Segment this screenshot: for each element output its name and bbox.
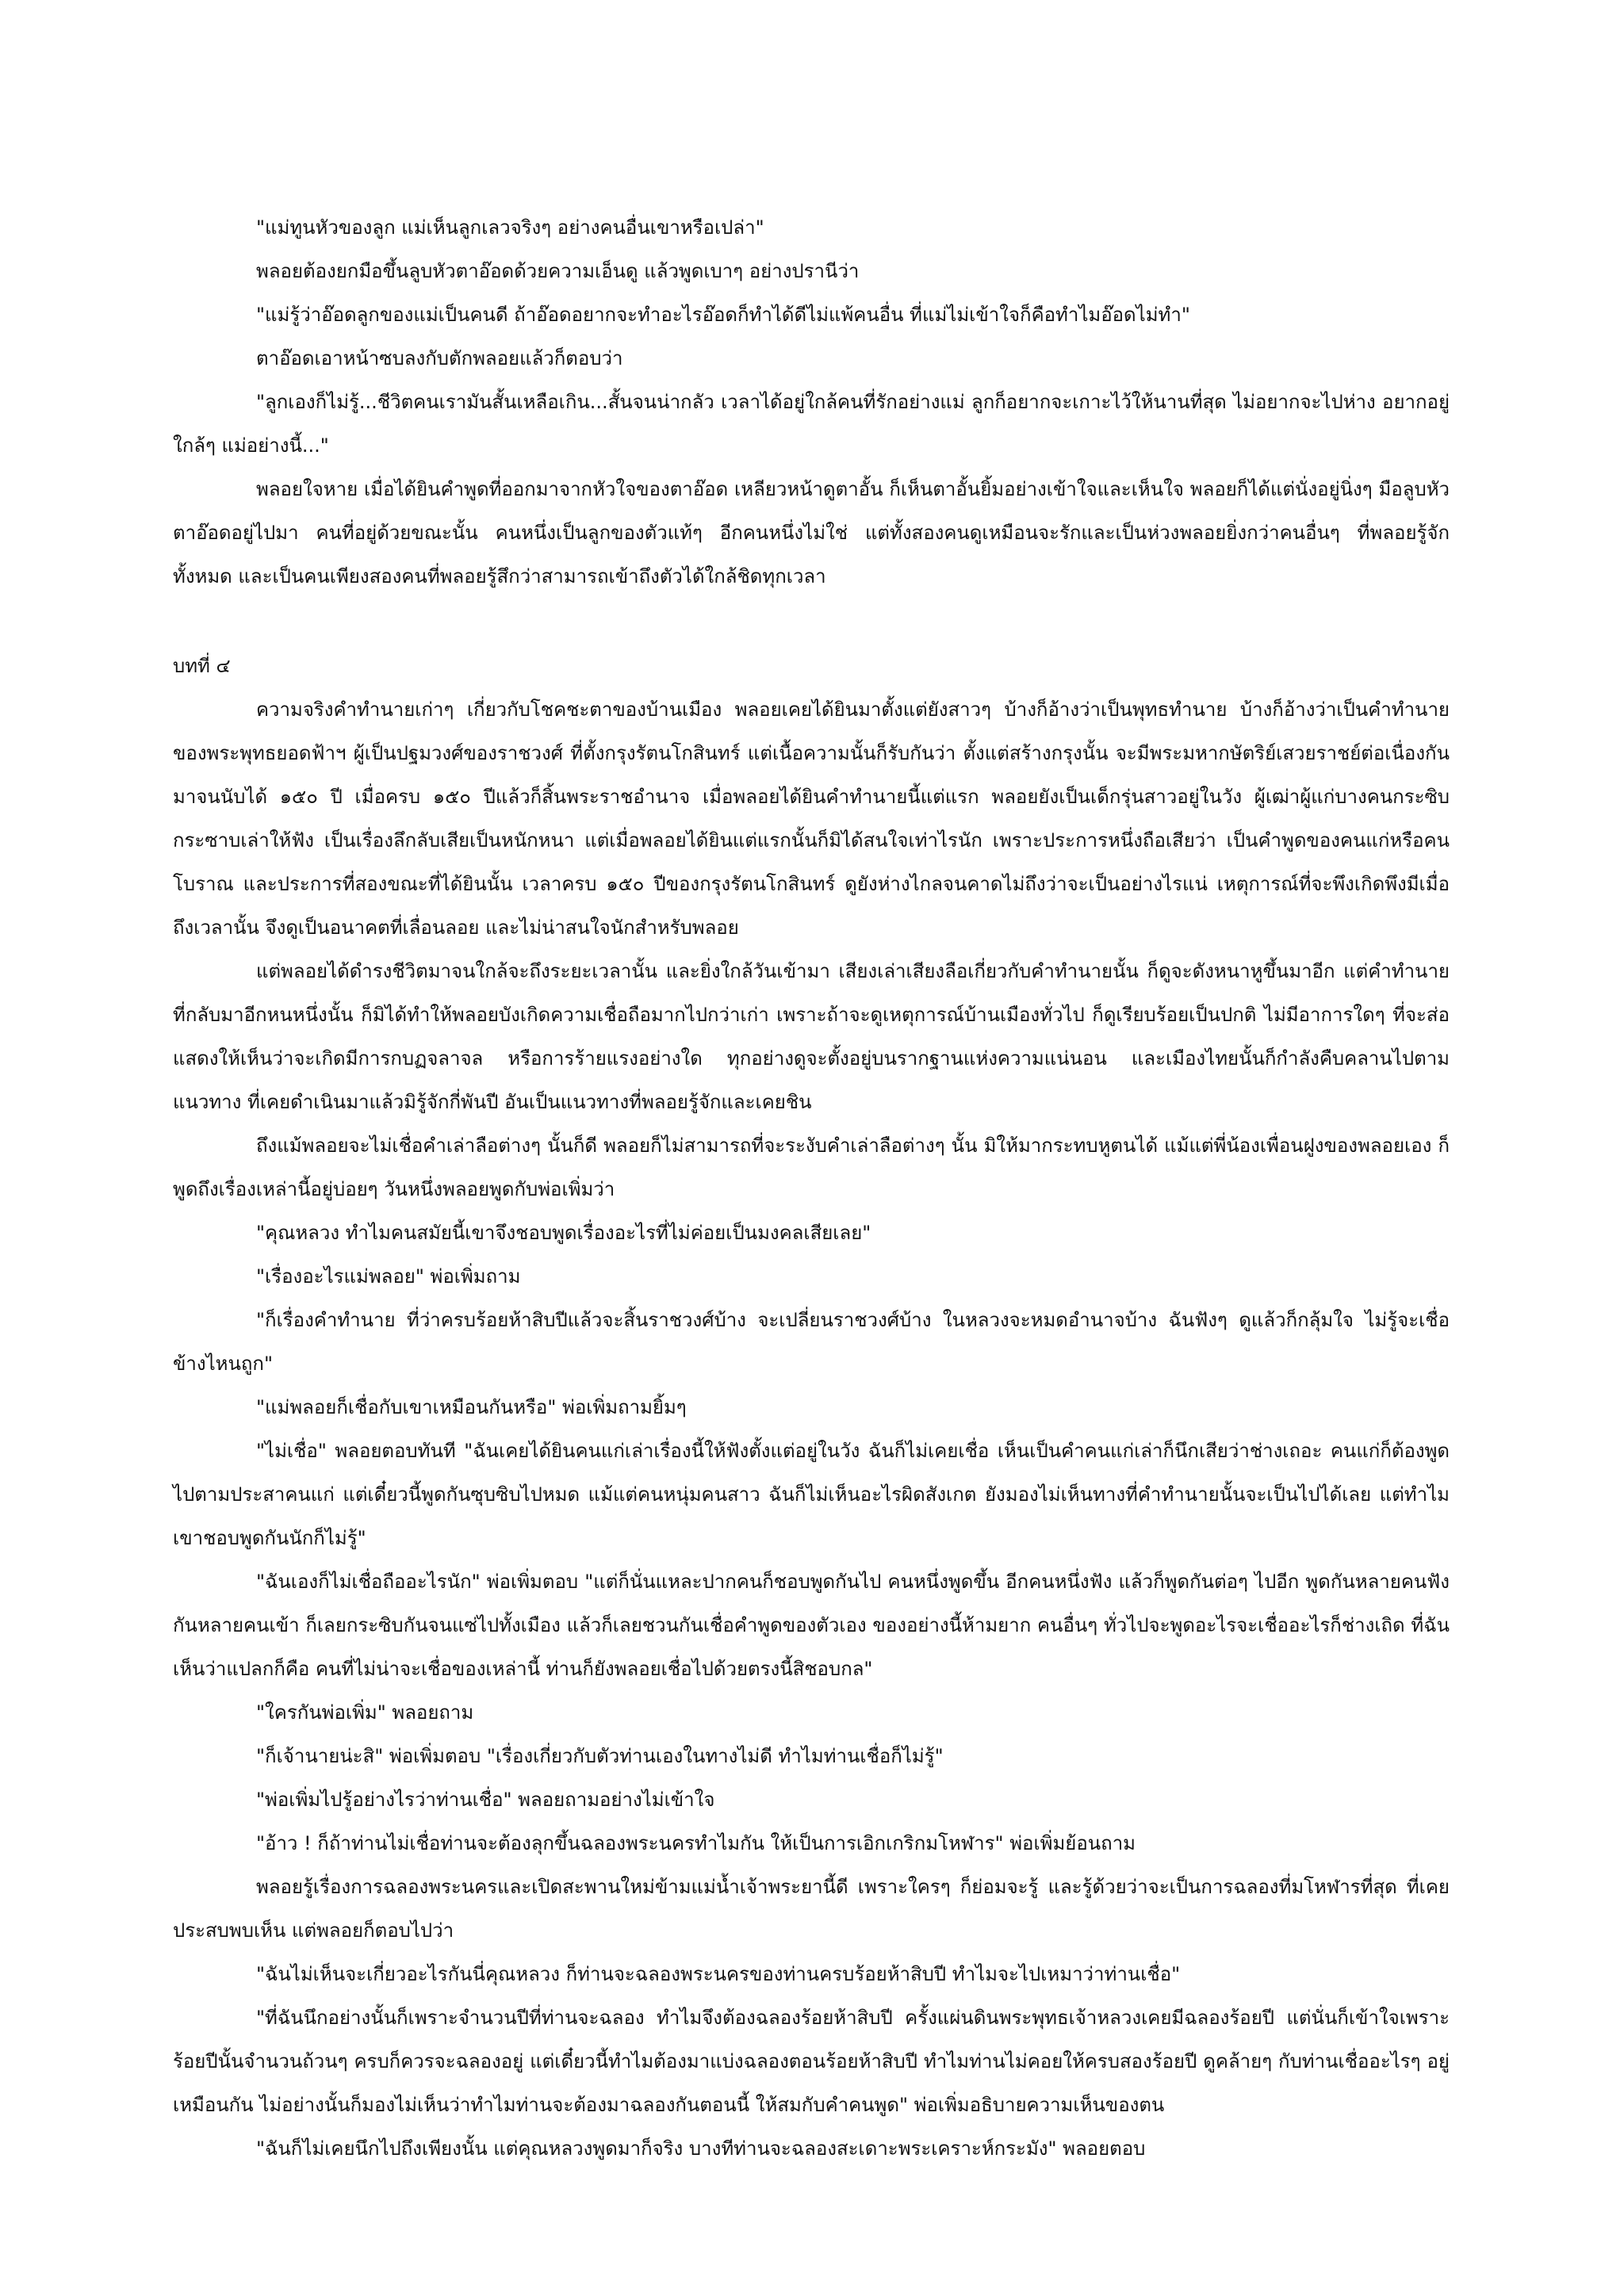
paragraph: พลอยต้องยกมือขึ้นลูบหัวตาอ๊อดด้วยความเอ็นดู แล้วพูดเบาๆ อย่างปรานีว่า bbox=[256, 260, 860, 282]
paragraph: ความจริงคำทำนายเก่าๆ เกี่ยวกับโชคชะตาของบ้านเมือง พลอยเคยได้ยินมาตั้งแต่ยังสาวๆ บ้างก็อ้างว่าเป็นพุทธทำนาย บ้างก็อ้างว่าเป็นคำทำนายของพระพุทธยอดฟ้าฯ ผู้เป็นปฐมวงศ์ของราชวงศ์ ที่ตั้งกรุงรัตนโกสินทร์ แต่เนื้อความนั้นก็รับกันว่า ตั้งแต่สร้างกรุงนั้น จะมีพระมหากษัตริย์เสวยราชย์ต่อเนื่องกันมาจนนับได้ ๑๕๐ ปี เมื่อครบ ๑๕๐ ปีแล้วก็สิ้นพระราชอำนาจ เมื่อพลอยได้ยินคำทำนายนี้แต่แรก พลอยยังเป็นเด็กรุ่นสาวอยู่ในวัง ผู้เฒ่าผู้แก่บางคนกระซิบกระซาบเล่าให้ฟัง เป็นเรื่องลึกลับเสียเป็นหนักหนา แต่เมื่อพลอยได้ยินแต่แรกนั้นก็มิได้สนใจเท่าไรนัก เพราะประการหนึ่งถือเสียว่า เป็นคำพูดของคนแก่หรือคนโบราณ และประการที่สองขณะที่ได้ยินนั้น เวลาครบ ๑๕๐ ปีของกรุงรัตนโกสินทร์ ดูยังห่างไกลจนคาดไม่ถึงว่าจะเป็นอย่างไรแน่ เหตุการณ์ที่จะพึงเกิดพึงมีเมื่อถึงเวลานั้น จึงดูเป็นอนาคตที่เลื่อนลอย และไม่น่าสนใจนักสำหรับพลอย bbox=[173, 698, 1450, 939]
paragraph: "ไม่เชื่อ" พลอยตอบทันที "ฉันเคยได้ยินคนแก่เล่าเรื่องนี้ให้ฟังตั้งแต่อยู่ในวัง ฉันก็ไม่เคยเชื่อ เห็นเป็นคำคนแก่เล่าก็นึกเสียว่าช่างเถอะ คนแก่ก็ต้องพูดไปตามประสาคนแก่ แต่เดี๋ยวนี้พูดกันซุบซิบไปหมด แม้แต่คนหนุ่มคนสาว ฉันก็ไม่เห็นอะไรผิดสังเกต ยังมองไม่เห็นทางที่คำทำนายนั้นจะเป็นไปได้เลย แต่ทำไมเขาชอบพูดกันนักก็ไม่รู้" bbox=[173, 1440, 1450, 1549]
paragraph: "ฉันก็ไม่เคยนึกไปถึงเพียงนั้น แต่คุณหลวงพูดมาก็จริง บางทีท่านจะฉลองสะเดาะพระเคราะห์กระมัง" พลอยตอบ bbox=[256, 2137, 1146, 2160]
paragraph: "เรื่องอะไรแม่พลอย" พ่อเพิ่มถาม bbox=[256, 1265, 521, 1288]
paragraph: พลอยใจหาย เมื่อได้ยินคำพูดที่ออกมาจากหัวใจของตาอ๊อด เหลียวหน้าดูตาอั้น ก็เห็นตาอั้นยิ้มอย่างเข้าใจและเห็นใจ พลอยก็ได้แต่นั่งอยู่นิ่งๆ มือลูบหัวตาอ๊อดอยู่ไปมา คนที่อยู่ด้วยขณะนั้น คนหนึ่งเป็นลูกของตัวแท้ๆ อีกคนหนึ่งไม่ใช่ แต่ทั้งสองคนดูเหมือนจะรักและเป็นห่วงพลอยยิ่งกว่าคนอื่นๆ ที่พลอยรู้จักทั้งหมด และเป็นคนเพียงสองคนที่พลอยรู้สึกว่าสามารถเข้าถึงตัวได้ใกล้ชิดทุกเวลา bbox=[173, 478, 1450, 587]
paragraph: "แม่ทูนหัวของลูก แม่เห็นลูกเลวจริงๆ อย่างคนอื่นเขาหรือเปล่า" bbox=[256, 216, 764, 239]
paragraph: "แม่รู้ว่าอ๊อดลูกของแม่เป็นคนดี ถ้าอ๊อดอยากจะทำอะไรอ๊อดก็ทำได้ดีไม่แพ้คนอื่น ที่แม่ไม่เข้าใจก็คือทำไมอ๊อดไม่ทำ" bbox=[256, 304, 1190, 326]
paragraph: "คุณหลวง ทำไมคนสมัยนี้เขาจึงชอบพูดเรื่องอะไรที่ไม่ค่อยเป็นมงคลเสียเลย" bbox=[256, 1222, 871, 1244]
chapter-heading: บทที่ ๔ bbox=[173, 655, 231, 677]
paragraph: "พ่อเพิ่มไปรู้อย่างไรว่าท่านเชื่อ" พลอยถามอย่างไม่เข้าใจ bbox=[256, 1789, 715, 1811]
section-gap bbox=[173, 599, 1450, 645]
paragraph: "ก็เจ้านายน่ะสิ" พ่อเพิ่มตอบ "เรื่องเกี่ยวกับตัวท่านเองในทางไม่ดี ทำไมท่านเชื่อก็ไม่รู้" bbox=[256, 1745, 944, 1767]
paragraph: "ฉันเองก็ไม่เชื่อถืออะไรนัก" พ่อเพิ่มตอบ "แต่ก็นั่นแหละปากคนก็ชอบพูดกันไป คนหนึ่งพูดขึ้น อีกคนหนึ่งฟัง แล้วก็พูดกันต่อๆ ไปอีก พูดกันหลายคนฟังกันหลายคนเข้า ก็เลยกระซิบกันจนแซ่ไปทั้งเมือง แล้วก็เลยชวนกันเชื่อคำพูดของตัวเอง ของอย่างนี้ห้ามยาก คนอื่นๆ ทั่วไปจะพูดอะไรจะเชื่ออะไรก็ช่างเถิด ที่ฉันเห็นว่าแปลกก็คือ คนที่ไม่น่าจะเชื่อของเหล่านี้ ท่านก็ยังพลอยเชื่อไปด้วยตรงนี้สิชอบกล" bbox=[173, 1571, 1450, 1680]
paragraph: "ก็เรื่องคำทำนาย ที่ว่าครบร้อยห้าสิบปีแล้วจะสิ้นราชวงศ์บ้าง จะเปลี่ยนราชวงศ์บ้าง ในหลวงจะหมดอำนาจบ้าง ฉันฟังๆ ดูแล้วก็กลุ้มใจ ไม่รู้จะเชื่อข้างไหนถูก" bbox=[173, 1309, 1450, 1375]
paragraph: "แม่พลอยก็เชื่อกับเขาเหมือนกันหรือ" พ่อเพิ่มถามยิ้มๆ bbox=[256, 1396, 687, 1418]
paragraph: พลอยรู้เรื่องการฉลองพระนครและเปิดสะพานใหม่ข้ามแม่น้ำเจ้าพระยานี้ดี เพราะใครๆ ก็ย่อมจะรู้ และรู้ด้วยว่าจะเป็นการฉลองที่มโหฬารที่สุด ที่เคยประสบพบเห็น แต่พลอยก็ตอบไปว่า bbox=[173, 1876, 1450, 1942]
paragraph: "อ้าว ! ก็ถ้าท่านไม่เชื่อท่านจะต้องลุกขึ้นฉลองพระนครทำไมกัน ให้เป็นการเอิกเกริกมโหฬาร" พ่อเพิ่มย้อนถาม bbox=[256, 1832, 1136, 1854]
paragraph: "ใครกันพ่อเพิ่ม" พลอยถาม bbox=[256, 1701, 474, 1724]
paragraph: แต่พลอยได้ดำรงชีวิตมาจนใกล้จะถึงระยะเวลานั้น และยิ่งใกล้วันเข้ามา เสียงเล่าเสียงลือเกี่ยวกับคำทำนายนั้น ก็ดูจะดังหนาหูขึ้นมาอีก แต่คำทำนายที่กลับมาอีกหนหนึ่งนั้น ก็มิได้ทำให้พลอยบังเกิดความเชื่อถือมากไปกว่าเก่า เพราะถ้าจะดูเหตุการณ์บ้านเมืองทั่วไป ก็ดูเรียบร้อยเป็นปกติ ไม่มีอาการใดๆ ที่จะส่อแสดงให้เห็นว่าจะเกิดมีการกบฏจลาจล หรือการร้ายแรงอย่างใด ทุกอย่างดูจะตั้งอยู่บนรากฐานแห่งความแน่นอน และเมืองไทยนั้นก็กำลังคืบคลานไปตามแนวทาง ที่เคยดำเนินมาแล้วมิรู้จักกี่พันปี อันเป็นแนวทางที่พลอยรู้จักและเคยชิน bbox=[173, 960, 1450, 1113]
paragraph: ถึงแม้พลอยจะไม่เชื่อคำเล่าลือต่างๆ นั้นก็ดี พลอยก็ไม่สามารถที่จะระงับคำเล่าลือต่างๆ นั้น มิให้มากระทบหูตนได้ แม้แต่พี่น้องเพื่อนฝูงของพลอยเอง ก็พูดถึงเรื่องเหล่านี้อยู่บ่อยๆ วันหนึ่งพลอยพูดกับพ่อเพิ่มว่า bbox=[173, 1135, 1450, 1200]
paragraph: "ฉันไม่เห็นจะเกี่ยวอะไรกันนี่คุณหลวง ก็ท่านจะฉลองพระนครของท่านครบร้อยห้าสิบปี ทำไมจะไปเหมาว่าท่านเชื่อ" bbox=[256, 1963, 1181, 1985]
paragraph: "ลูกเองก็ไม่รู้...ชีวิตคนเรามันสั้นเหลือเกิน...สั้นจนน่ากลัว เวลาได้อยู่ใกล้คนที่รักอย่างแม่ ลูกก็อยากจะเกาะไว้ให้นานที่สุด ไม่อยากจะไปห่าง อยากอยู่ใกล้ๆ แม่อย่างนี้..." bbox=[173, 391, 1450, 457]
section-after bbox=[173, 688, 1450, 2171]
section-before bbox=[173, 206, 1450, 599]
paragraph: ตาอ๊อดเอาหน้าซบลงกับตักพลอยแล้วก็ตอบว่า bbox=[256, 347, 623, 369]
paragraph: "ที่ฉันนึกอย่างนั้นก็เพราะจำนวนปีที่ท่านจะฉลอง ทำไมจึงต้องฉลองร้อยห้าสิบปี ครั้งแผ่นดินพระพุทธเจ้าหลวงเคยมีฉลองร้อยปี แต่นั่นก็เข้าใจเพราะร้อยปีนั้นจำนวนถ้วนๆ ครบก็ควรจะฉลองอยู่ แต่เดี๋ยวนี้ทำไมต้องมาแบ่งฉลองตอนร้อยห้าสิบปี ทำไมท่านไม่คอยให้ครบสองร้อยปี ดูคล้ายๆ กับท่านเชื่ออะไรๆ อยู่เหมือนกัน ไม่อย่างนั้นก็มองไม่เห็นว่าทำไมท่านจะต้องมาฉลองกันตอนนี้ ให้สมกับคำคนพูด" พ่อเพิ่มอธิบายความเห็นของตน bbox=[173, 2007, 1450, 2116]
